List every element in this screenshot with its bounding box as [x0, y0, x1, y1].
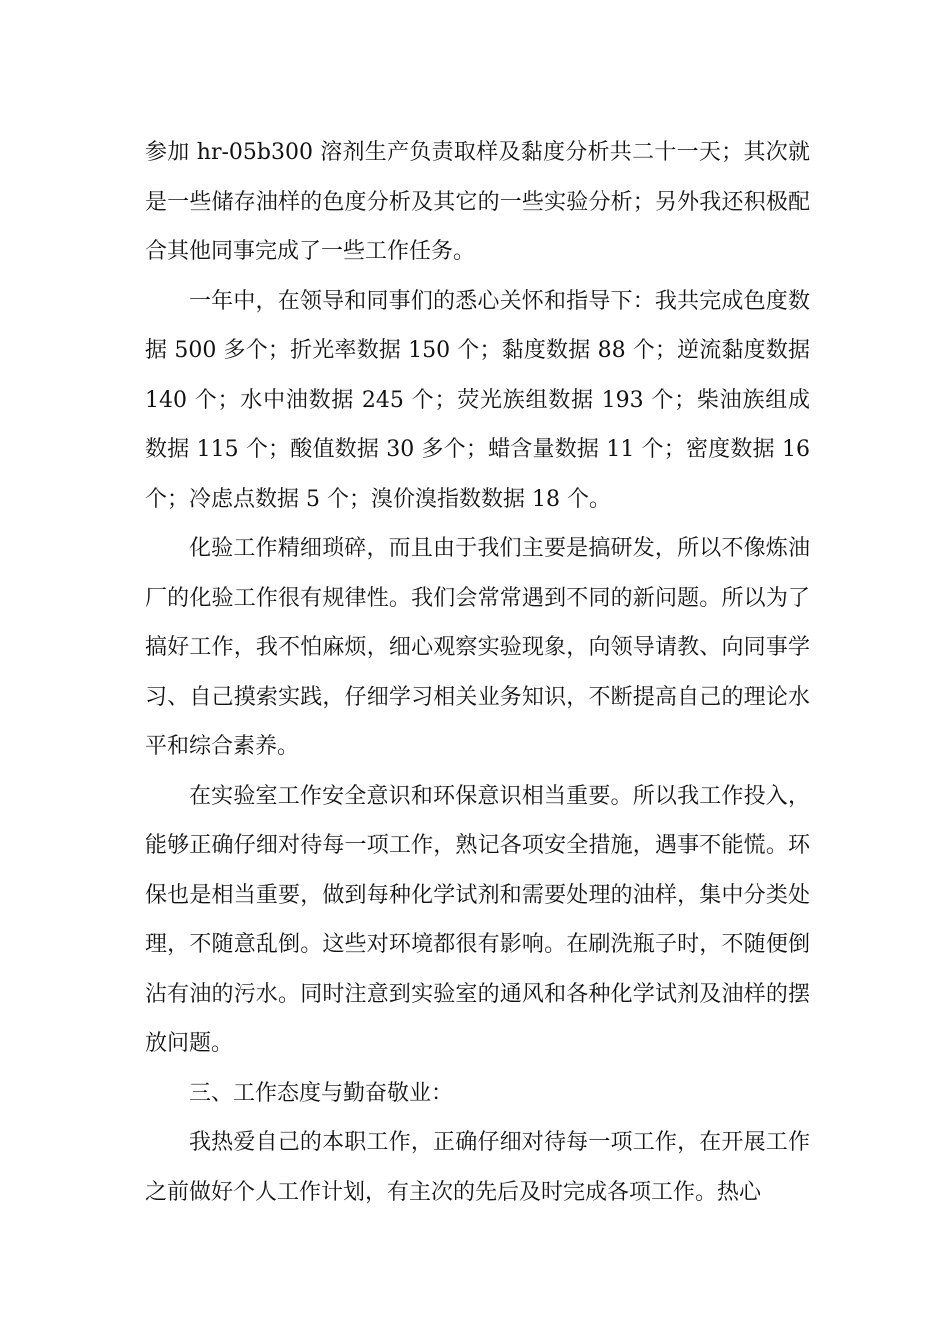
paragraph-1: 参加 hr-05b300 溶剂生产负责取样及黏度分析共二十一天；其次就是一些储存油样的色度分析及其它的一些实验分析；另外我还积极配合其他同事完成了一些工作任务。	[145, 140, 810, 264]
document-body	[145, 128, 810, 1217]
paragraph-2: 一年中，在领导和同事们的悉心关怀和指导下：我共完成色度数据 500 多个；折光率数据 150 个；黏度数据 88 个；逆流黏度数据 140 个；水中油数据 245 个；荧光族组数据 193 个；柴油族组成数据 115 个；酸值数据 30 多个；蜡含量数据 11 个；密度数据 16 个；冷虑点数据 5 个；溴价溴指数数据 18 个。	[145, 288, 810, 512]
paragraph-3: 化验工作精细琐碎，而且由于我们主要是搞研发，所以不像炼油厂的化验工作很有规律性。我们会常常遇到不同的新问题。所以为了搞好工作，我不怕麻烦，细心观察实验现象，向领导请教、向同事学习、自己摸索实践，仔细学习相关业务知识，不断提高自己的理论水平和综合素养。	[145, 536, 810, 759]
section-heading-work-attitude: 三、工作态度与勤奋敬业：	[189, 1080, 454, 1106]
paragraph-4: 在实验室工作安全意识和环保意识相当重要。所以我工作投入，能够正确仔细对待每一项工作，熟记各项安全措施，遇事不能慌。环保也是相当重要，做到每种化学试剂和需要处理的油样，集中分类处理，不随意乱倒。这些对环境都很有影响。在刷洗瓶子时，不随便倒沾有油的污水。同时注意到实验室的通风和各种化学试剂及油样的摆放问题。	[145, 783, 810, 1056]
paragraph-6: 我热爱自己的本职工作，正确仔细对待每一项工作，在开展工作之前做好个人工作计划，有主次的先后及时完成各项工作。热心	[145, 1130, 810, 1205]
